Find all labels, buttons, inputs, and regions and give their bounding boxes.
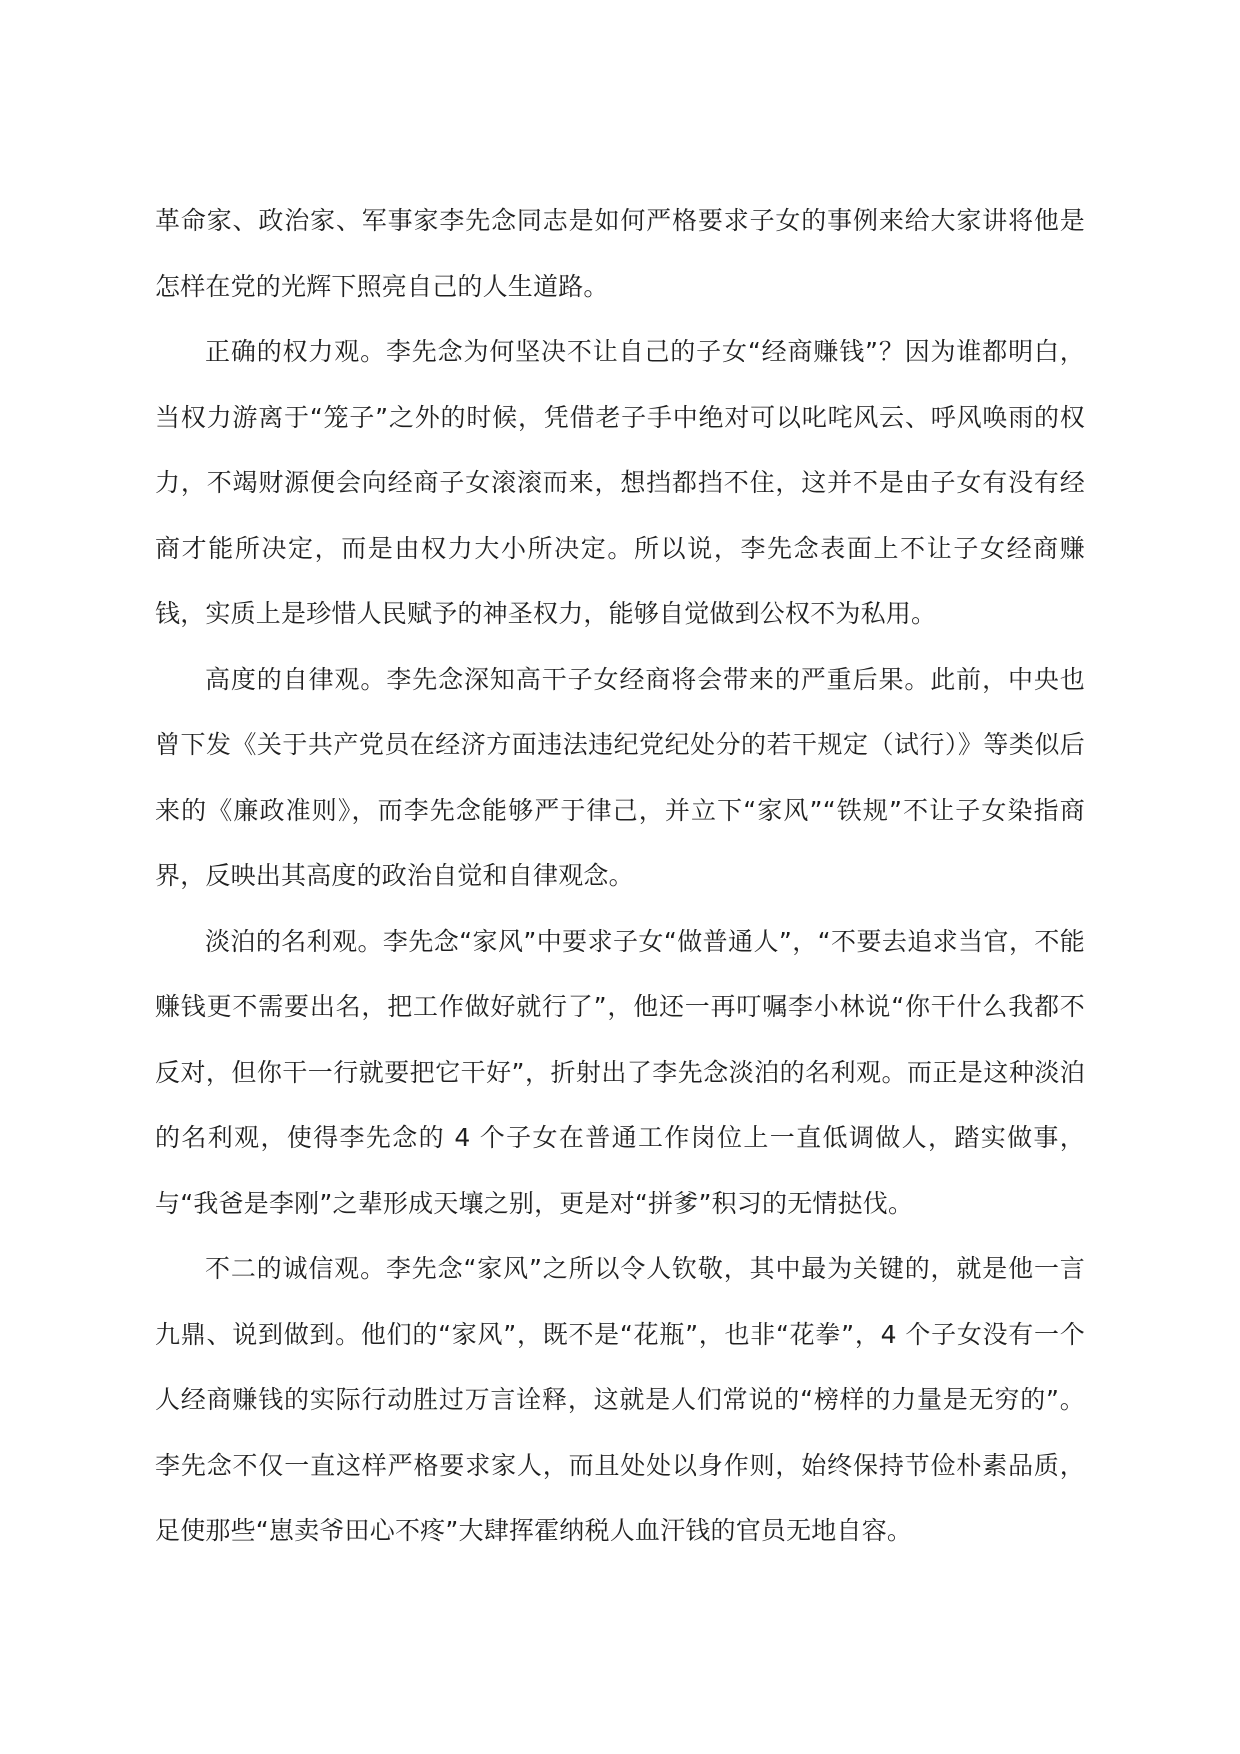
paragraph-power-view: 正确的权力观。李先念为何坚决不让自己的子女“经商赚钱”？因为谁都明白，当权力游离于“笼子”之外的时候，凭借老子手中绝对可以叱咤风云、呼风唤雨的权力，不竭财源便会向经商子女滚滚而来，想挡都挡不住，这并不是由子女有没有经商才能所决定，而是由权力大小所决定。所以说，李先念表面上不让子女经商赚钱，实质上是珍惜人民赋予的神圣权力，能够自觉做到公权不为私用。 [155,337,1085,628]
paragraph-intro: 革命家、政治家、军事家李先念同志是如何严格要求子女的事例来给大家讲将他是怎样在党的光辉下照亮自己的人生道路。 [155,206,1085,301]
paragraph-integrity-view: 不二的诚信观。李先念“家风”之所以令人钦敬，其中最为关键的，就是他一言九鼎、说到做到。他们的“家风”，既不是“花瓶”，也非“花拳”，4 个子女没有一个人经商赚钱的实际行动胜过万言诠释，这就是人们常说的“榜样的力量是无穷的”。李先念不仅一直这样严格要求家人，而且处处以身作则，始终保持节俭朴素品质，足使那些“崽卖爷田心不疼”大肆挥霍纳税人血汗钱的官员无地自容。 [155,1254,1085,1545]
paragraph-self-discipline-view: 高度的自律观。李先念深知高干子女经商将会带来的严重后果。此前，中央也曾下发《关于共产党员在经济方面违法违纪党纪处分的若干规定（试行）》等类似后来的《廉政准则》，而李先念能够严于律己，并立下“家风”“铁规”不让子女染指商界，反映出其高度的政治自觉和自律观念。 [155,664,1085,890]
document-body [155,188,1085,1564]
paragraph-fame-view: 淡泊的名利观。李先念“家风”中要求子女“做普通人”，“不要去追求当官，不能赚钱更不需要出名，把工作做好就行了”，他还一再叮嘱李小林说“你干什么我都不反对，但你干一行就要把它干好”，折射出了李先念淡泊的名利观。而正是这种淡泊的名利观，使得李先念的 4 个子女在普通工作岗位上一直低调做人，踏实做事，与“我爸是李刚”之辈形成天壤之别，更是对“拼爹”积习的无情挞伐。 [155,926,1085,1218]
